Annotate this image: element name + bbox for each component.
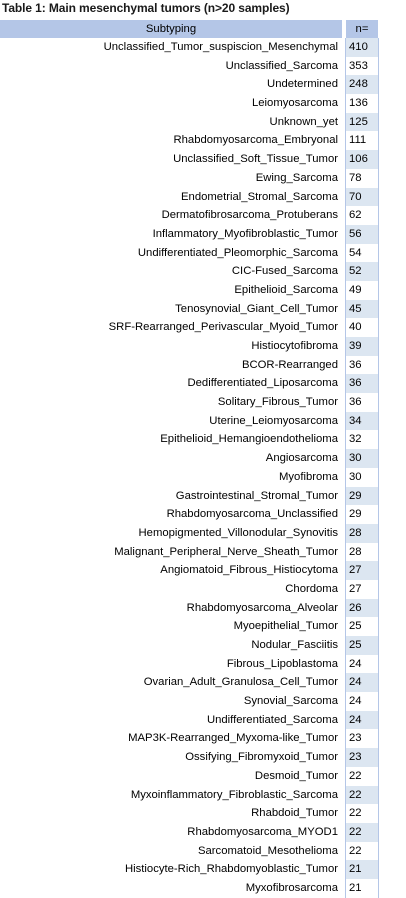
table-row — [0, 879, 406, 898]
subtype-cell: Leiomyosarcoma — [251, 97, 338, 110]
table-row — [0, 823, 406, 842]
count-cell: 36 — [346, 374, 378, 393]
table-row — [0, 38, 406, 57]
table-row — [0, 75, 406, 94]
subtype-cell: Endometrial_Stromal_Sarcoma — [181, 190, 338, 203]
table-body — [0, 38, 406, 898]
count-cell: 23 — [346, 748, 378, 767]
subtype-cell: Nodular_Fasciitis — [251, 639, 338, 651]
table-row — [0, 150, 406, 169]
subtype-cell: Unclassified_Soft_Tissue_Tumor — [173, 153, 338, 166]
subtype-cell: Myxofibrosarcoma — [245, 881, 338, 894]
count-cell: 22 — [349, 844, 362, 857]
count-cell: 39 — [346, 337, 378, 356]
table-row — [0, 767, 406, 786]
table-row — [0, 860, 406, 879]
table-row — [0, 711, 406, 730]
header-subtyping: Subtyping — [0, 20, 342, 38]
count-cell: 52 — [346, 262, 378, 281]
header-n: n= — [346, 20, 378, 38]
subtype-cell: Uterine_Leiomyosarcoma — [209, 414, 338, 427]
subtype-cell: Dedifferentiated_Liposarcoma — [187, 377, 338, 390]
count-cell: 28 — [346, 524, 378, 543]
table-row — [0, 804, 406, 823]
count-cell: 27 — [349, 582, 362, 595]
subtype-cell: Gastrointestinal_Stromal_Tumor — [175, 489, 338, 502]
subtype-cell: Rhabdoid_Tumor — [251, 807, 338, 820]
subtype-cell: Rhabdomyosarcoma_Embryonal — [173, 134, 338, 147]
count-cell: 62 — [349, 209, 362, 222]
table-row — [0, 599, 406, 618]
count-cell: 106 — [346, 150, 378, 169]
table-caption: Table 1: Main mesenchymal tumors (n>20 samples) — [2, 1, 290, 15]
table-row — [0, 169, 406, 188]
subtype-cell: Rhabdomyosarcoma_MYOD1 — [187, 825, 338, 838]
count-cell: 70 — [346, 188, 378, 207]
table-row — [0, 244, 406, 263]
table-row — [0, 188, 406, 207]
count-cell: 34 — [346, 412, 378, 431]
count-cell: 22 — [349, 807, 362, 820]
count-cell: 27 — [346, 561, 378, 580]
subtype-cell: Angiosarcoma — [265, 452, 338, 465]
subtype-cell: Solitary_Fibrous_Tumor — [217, 396, 338, 409]
table-row — [0, 580, 406, 599]
subtype-cell: Unknown_yet — [269, 115, 338, 128]
table-row — [0, 281, 406, 300]
count-cell: 45 — [346, 300, 378, 319]
count-cell: 30 — [346, 449, 378, 468]
count-cell: 40 — [349, 321, 362, 334]
table-header-row — [0, 20, 406, 38]
count-cell: 24 — [346, 673, 378, 692]
table-row — [0, 487, 406, 506]
subtype-cell: Rhabdomyosarcoma_Unclassified — [166, 508, 338, 521]
count-cell: 22 — [346, 786, 378, 805]
subtype-cell: Inflammatory_Myofibroblastic_Tumor — [152, 227, 338, 240]
subtype-cell: Undetermined — [267, 78, 338, 91]
count-cell: 36 — [349, 358, 362, 371]
subtype-cell: Histiocyte-Rich_Rhabdomyoblastic_Tumor — [124, 863, 338, 876]
table-row — [0, 374, 406, 393]
subtype-cell: Desmoid_Tumor — [254, 769, 338, 782]
count-cell: 21 — [349, 881, 362, 894]
table-row — [0, 412, 406, 431]
subtype-cell: Angiomatoid_Fibrous_Histiocytoma — [160, 564, 338, 577]
table-row — [0, 673, 406, 692]
table-row — [0, 543, 406, 562]
table-row — [0, 748, 406, 767]
subtype-cell: Undifferentiated_Sarcoma — [206, 713, 338, 726]
subtype-cell: Chordoma — [285, 582, 338, 595]
count-cell: 125 — [346, 113, 378, 132]
subtype-cell: MAP3K-Rearranged_Myxoma-like_Tumor — [128, 732, 338, 745]
table-row — [0, 692, 406, 711]
count-cell: 22 — [346, 823, 378, 842]
count-cell: 54 — [349, 246, 362, 259]
subtype-cell: BCOR-Rearranged — [241, 358, 338, 371]
count-cell: 30 — [349, 470, 362, 483]
count-cell: 29 — [349, 508, 362, 521]
subtype-cell: Ossifying_Fibromyxoid_Tumor — [185, 751, 338, 764]
subtype-cell: Hemopigmented_Villonodular_Synovitis — [138, 526, 338, 539]
subtype-cell: Fibrous_Lipoblastoma — [226, 657, 338, 670]
table-row — [0, 225, 406, 244]
count-cell: 32 — [349, 433, 362, 446]
count-cell: 24 — [346, 711, 378, 730]
subtype-cell: Ovarian_Adult_Granulosa_Cell_Tumor — [143, 676, 338, 689]
count-cell: 353 — [349, 59, 368, 72]
table-row — [0, 94, 406, 113]
mesenchymal-tumors-table — [0, 20, 406, 898]
subtype-cell: Sarcomatoid_Mesothelioma — [197, 844, 338, 857]
subtype-cell: SRF-Rearranged_Perivascular_Myoid_Tumor — [108, 321, 338, 334]
table-row — [0, 505, 406, 524]
subtype-cell: Malignant_Peripheral_Nerve_Sheath_Tumor — [114, 545, 338, 558]
table-row — [0, 262, 406, 281]
count-cell: 23 — [349, 732, 362, 745]
table-row — [0, 318, 406, 337]
subtype-cell: Epithelioid_Hemangioendothelioma — [160, 433, 338, 446]
count-cell: 29 — [346, 487, 378, 506]
table-row — [0, 729, 406, 748]
count-cell: 21 — [346, 860, 378, 879]
table-row — [0, 617, 406, 636]
count-cell: 25 — [346, 636, 378, 655]
table-row — [0, 842, 406, 861]
table-row — [0, 113, 406, 132]
count-cell: 136 — [349, 97, 368, 110]
count-cell: 248 — [346, 75, 378, 94]
subtype-cell: Myofibroma — [278, 470, 338, 483]
subtype-cell: Myoepithelial_Tumor — [233, 620, 338, 633]
table-row — [0, 393, 406, 412]
count-cell: 111 — [349, 134, 367, 147]
table-row — [0, 337, 406, 356]
subtype-cell: Ewing_Sarcoma — [255, 171, 338, 184]
count-cell: 25 — [349, 620, 362, 633]
table-row — [0, 524, 406, 543]
subtype-cell: Unclassified_Tumor_suspiscion_Mesenchymal — [103, 41, 338, 53]
table-row — [0, 131, 406, 150]
count-cell: 28 — [349, 545, 362, 558]
subtype-cell: Rhabdomyosarcoma_Alveolar — [186, 601, 338, 614]
subtype-cell: CIC-Fused_Sarcoma — [231, 265, 338, 278]
subtype-cell: Epithelioid_Sarcoma — [234, 283, 338, 296]
count-cell: 410 — [346, 38, 378, 57]
subtype-cell: Histiocytofibroma — [251, 340, 338, 352]
count-cell: 36 — [349, 396, 362, 409]
count-cell: 49 — [349, 283, 362, 296]
count-cell: 24 — [349, 657, 362, 670]
table-row — [0, 655, 406, 674]
count-cell: 56 — [346, 225, 378, 244]
count-cell: 24 — [349, 695, 362, 708]
subtype-cell: Unclassified_Sarcoma — [225, 59, 338, 72]
subtype-cell: Undifferentiated_Pleomorphic_Sarcoma — [137, 246, 338, 259]
table-row — [0, 430, 406, 449]
table-row — [0, 636, 406, 655]
table-row — [0, 468, 406, 487]
subtype-cell: Myxoinflammatory_Fibroblastic_Sarcoma — [130, 788, 338, 801]
subtype-cell: Tenosynovial_Giant_Cell_Tumor — [175, 302, 338, 315]
count-cell: 26 — [346, 599, 378, 618]
table-row — [0, 786, 406, 805]
count-cell: 78 — [349, 171, 362, 184]
subtype-cell: Synovial_Sarcoma — [243, 695, 338, 708]
table-row — [0, 206, 406, 225]
subtype-cell: Dermatofibrosarcoma_Protuberans — [161, 209, 338, 222]
table-row — [0, 57, 406, 76]
table-row — [0, 356, 406, 375]
table-row — [0, 449, 406, 468]
table-row — [0, 561, 406, 580]
table-row — [0, 300, 406, 319]
count-cell: 22 — [349, 769, 362, 782]
